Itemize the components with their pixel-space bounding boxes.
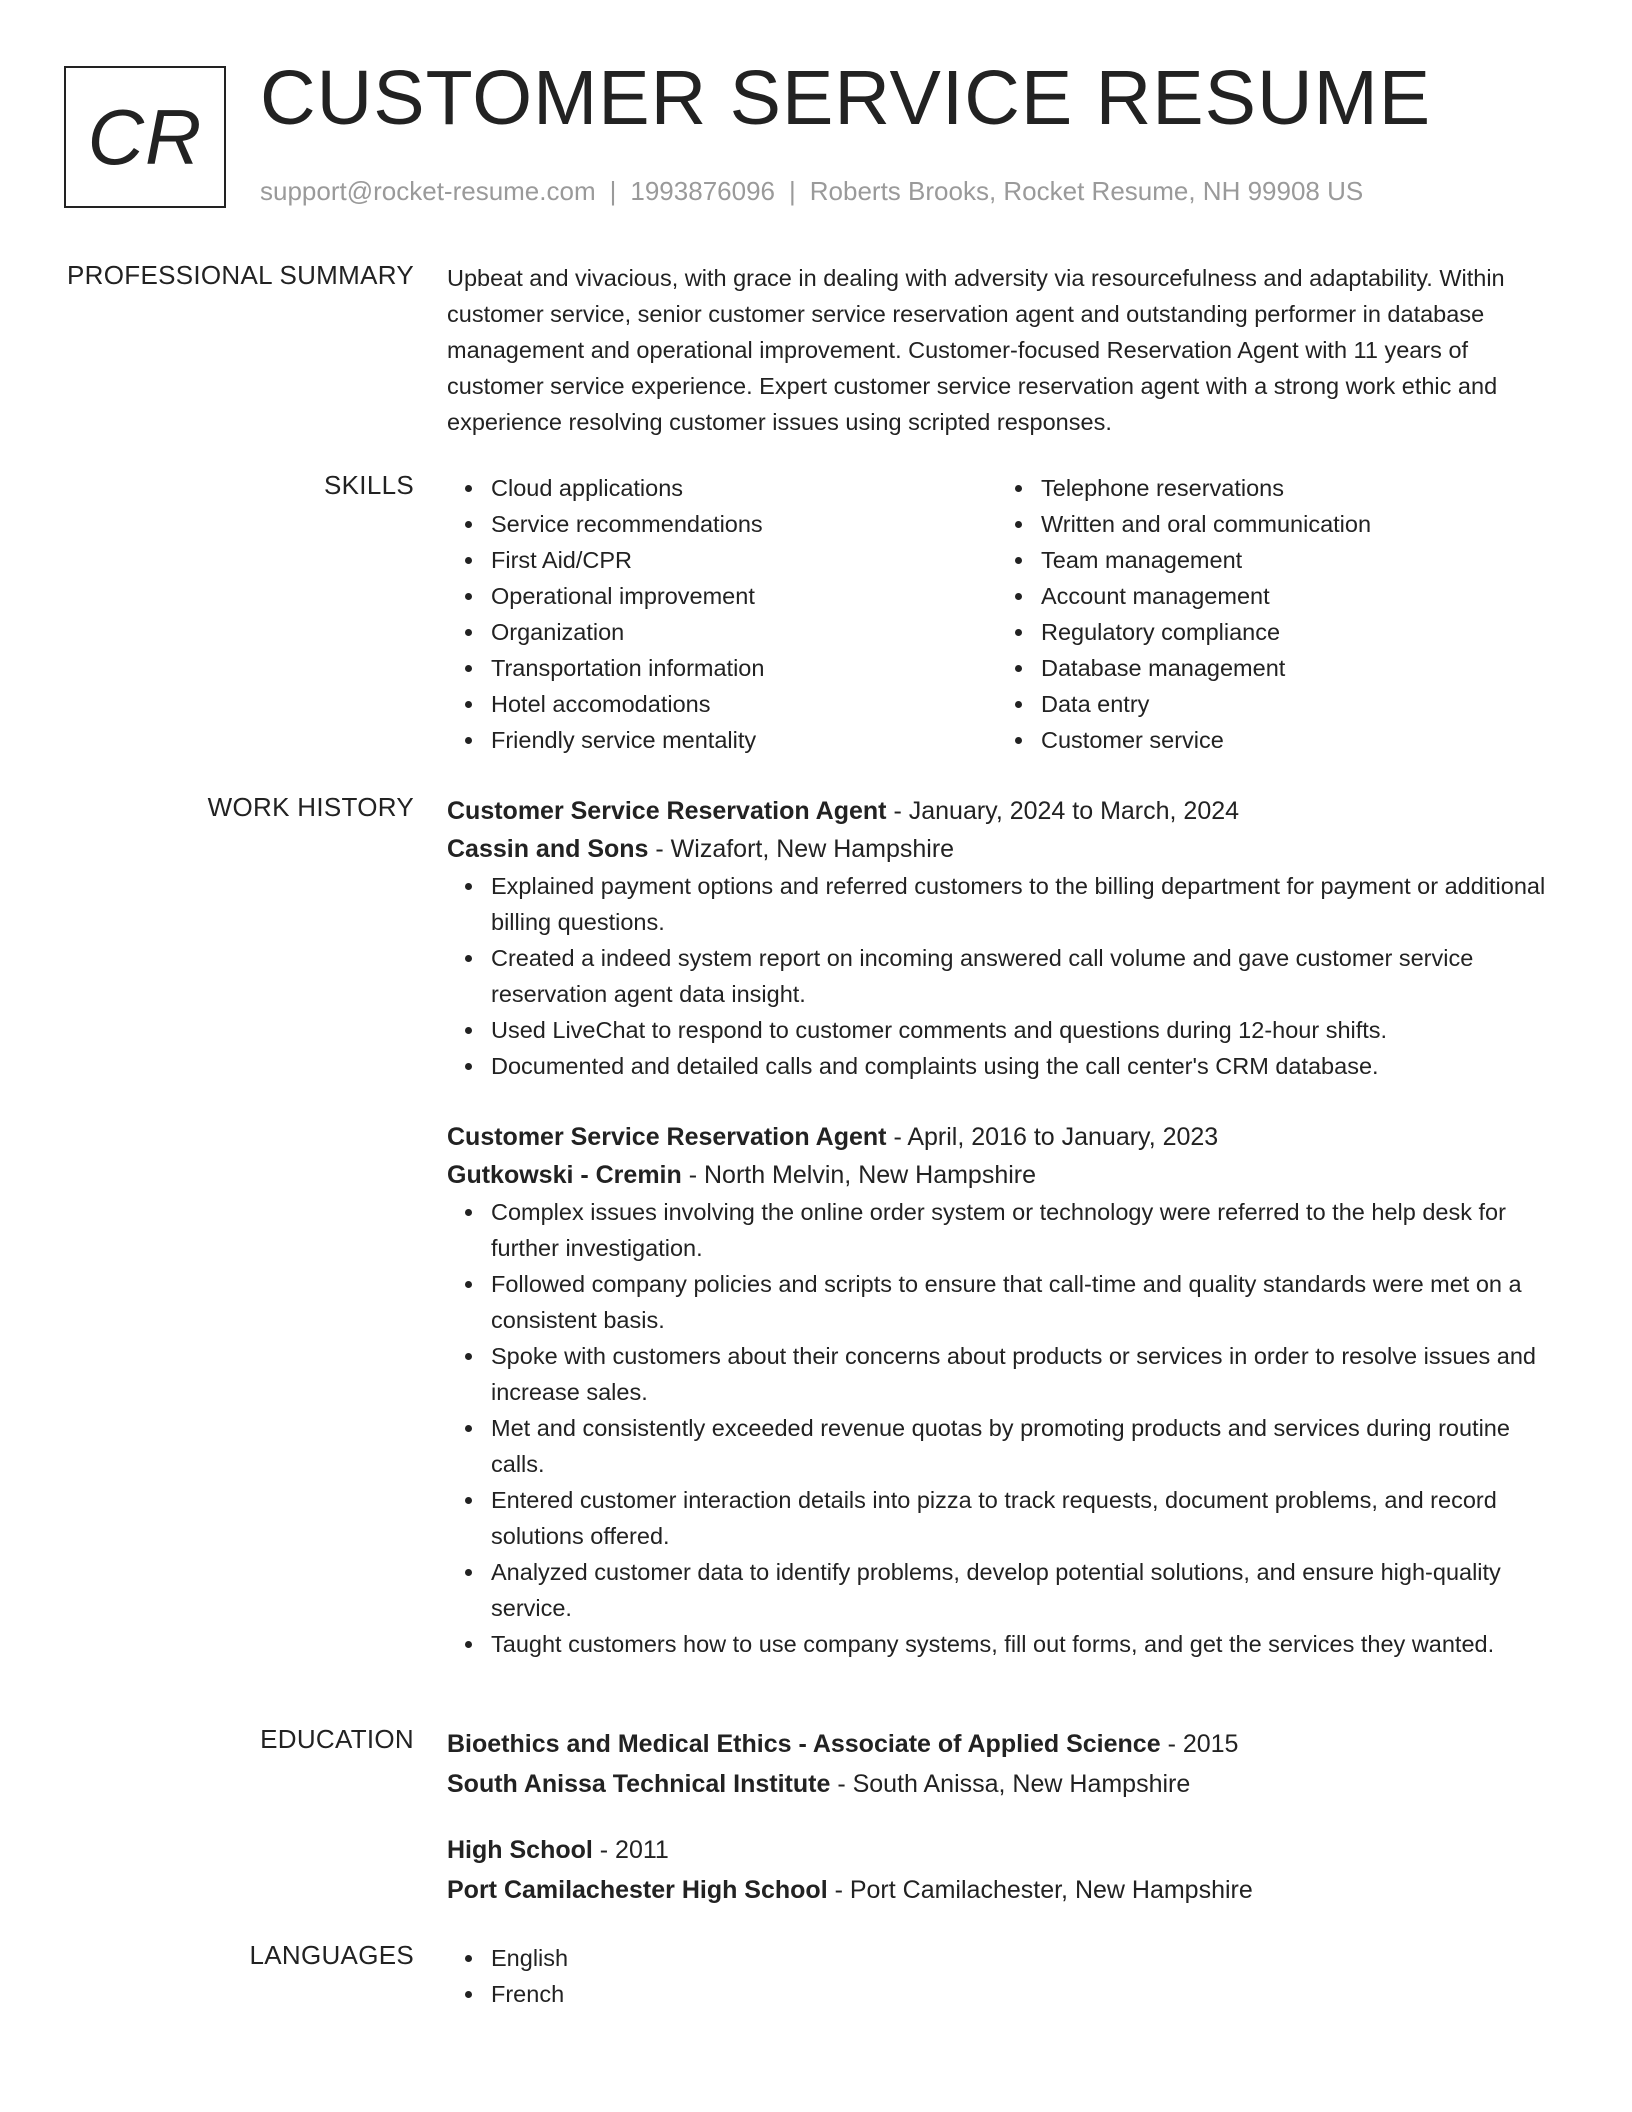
- education-degree: High School: [447, 1836, 593, 1864]
- education-location: - South Anissa, New Hampshire: [830, 1770, 1191, 1798]
- section-label-skills: SKILLS: [324, 470, 414, 500]
- skill-item: Team management: [1041, 542, 1547, 578]
- job-company-line: [447, 1156, 1567, 1194]
- contact-phone[interactable]: 1993876096: [630, 176, 775, 206]
- job-company-line: [447, 830, 1567, 868]
- education-school-line: [447, 1870, 1567, 1910]
- skill-item: Telephone reservations: [1041, 470, 1547, 506]
- language-item: French: [491, 1976, 1567, 2012]
- resume-title: CUSTOMER SERVICE RESUME: [260, 55, 1432, 141]
- section-label-languages: LANGUAGES: [249, 1940, 414, 1970]
- job-bullet: Complex issues involving the online order system or technology were referred to the help desk for further investigation.: [491, 1194, 1567, 1266]
- job-dates: - January, 2024 to March, 2024: [886, 797, 1240, 825]
- job-location: - North Melvin, New Hampshire: [681, 1161, 1037, 1189]
- skill-item: Operational improvement: [491, 578, 997, 614]
- job-title: Customer Service Reservation Agent: [447, 797, 887, 825]
- job-bullet: Analyzed customer data to identify problems, develop potential solutions, and ensure high-quality service.: [491, 1554, 1567, 1626]
- skill-item: Regulatory compliance: [1041, 614, 1547, 650]
- job-title: Customer Service Reservation Agent: [447, 1123, 887, 1151]
- education-degree: Bioethics and Medical Ethics - Associate of Applied Science: [447, 1730, 1161, 1758]
- skill-item: Transportation information: [491, 650, 997, 686]
- job-title-line: [447, 1118, 1567, 1156]
- job-bullet: Followed company policies and scripts to ensure that call-time and quality standards were met on a consistent basis.: [491, 1266, 1567, 1338]
- job-dates: - April, 2016 to January, 2023: [886, 1123, 1219, 1151]
- job-company: Cassin and Sons: [447, 835, 649, 863]
- job-bullet-list: [447, 868, 1567, 1084]
- contact-line: [260, 176, 1363, 207]
- education-location: - Port Camilachester, New Hampshire: [827, 1876, 1253, 1904]
- job-entry: [447, 792, 1567, 1084]
- education-school: Port Camilachester High School: [447, 1876, 828, 1904]
- section-label-work: WORK HISTORY: [207, 792, 414, 822]
- job-location: - Wizafort, New Hampshire: [648, 835, 955, 863]
- education-school: South Anissa Technical Institute: [447, 1770, 831, 1798]
- section-label-summary: PROFESSIONAL SUMMARY: [67, 260, 414, 290]
- skill-item: Hotel accomodations: [491, 686, 997, 722]
- job-entry: [447, 1118, 1567, 1662]
- education-degree-line: [447, 1830, 1567, 1870]
- job-bullet: Met and consistently exceeded revenue quotas by promoting products and services during routine calls.: [491, 1410, 1567, 1482]
- job-company: Gutkowski - Cremin: [447, 1161, 682, 1189]
- language-item: English: [491, 1940, 1567, 1976]
- job-bullet: Spoke with customers about their concerns about products or services in order to resolve issues and increase sales.: [491, 1338, 1567, 1410]
- job-bullet: Used LiveChat to respond to customer comments and questions during 12-hour shifts.: [491, 1012, 1567, 1048]
- contact-email[interactable]: support@rocket-resume.com: [260, 176, 596, 206]
- education-school-line: [447, 1764, 1567, 1804]
- job-bullet: Taught customers how to use company systems, fill out forms, and get the services they wanted.: [491, 1626, 1567, 1662]
- skill-item: Account management: [1041, 578, 1547, 614]
- education-degree-line: [447, 1724, 1567, 1764]
- education-entry: [447, 1830, 1567, 1910]
- skills-list-left: [447, 470, 997, 758]
- monogram-logo: CR: [64, 66, 226, 208]
- job-title-line: [447, 792, 1567, 830]
- contact-separator: |: [789, 176, 796, 206]
- section-label-education: EDUCATION: [260, 1724, 414, 1754]
- education-year: - 2015: [1160, 1730, 1239, 1758]
- contact-separator: |: [609, 176, 617, 206]
- skill-item: Service recommendations: [491, 506, 997, 542]
- skill-item: Friendly service mentality: [491, 722, 997, 758]
- job-bullet: Explained payment options and referred customers to the billing department for payment or additional billing questions.: [491, 868, 1567, 940]
- job-bullet-list: [447, 1194, 1567, 1662]
- education-year: - 2011: [592, 1836, 669, 1864]
- education-entry: [447, 1724, 1567, 1804]
- skill-item: First Aid/CPR: [491, 542, 997, 578]
- job-bullet: Documented and detailed calls and complaints using the call center's CRM database.: [491, 1048, 1567, 1084]
- languages-list: [447, 1940, 1567, 2012]
- summary-text: Upbeat and vivacious, with grace in dealing with adversity via resourcefulness and adaptability. Within customer service, senior customer service reservation agent and outstanding performer in database management and operational improvement. Customer-focused Reservation Agent with 11 years of customer service experience. Expert customer service reservation agent with a strong work ethic and experience resolving customer issues using scripted responses.: [447, 265, 1505, 435]
- skill-item: Written and oral communication: [1041, 506, 1547, 542]
- skill-item: Data entry: [1041, 686, 1547, 722]
- skill-item: Cloud applications: [491, 470, 997, 506]
- skills-list-right: [997, 470, 1547, 758]
- skill-item: Database management: [1041, 650, 1547, 686]
- skill-item: Customer service: [1041, 722, 1547, 758]
- skill-item: Organization: [491, 614, 997, 650]
- job-bullet: Entered customer interaction details into pizza to track requests, document problems, and record solutions offered.: [491, 1482, 1567, 1554]
- job-bullet: Created a indeed system report on incoming answered call volume and gave customer service reservation agent data insight.: [491, 940, 1567, 1012]
- contact-address: Roberts Brooks, Rocket Resume, NH 99908 US: [809, 176, 1364, 206]
- education-list: [447, 1724, 1567, 1936]
- job-list: [447, 792, 1567, 1696]
